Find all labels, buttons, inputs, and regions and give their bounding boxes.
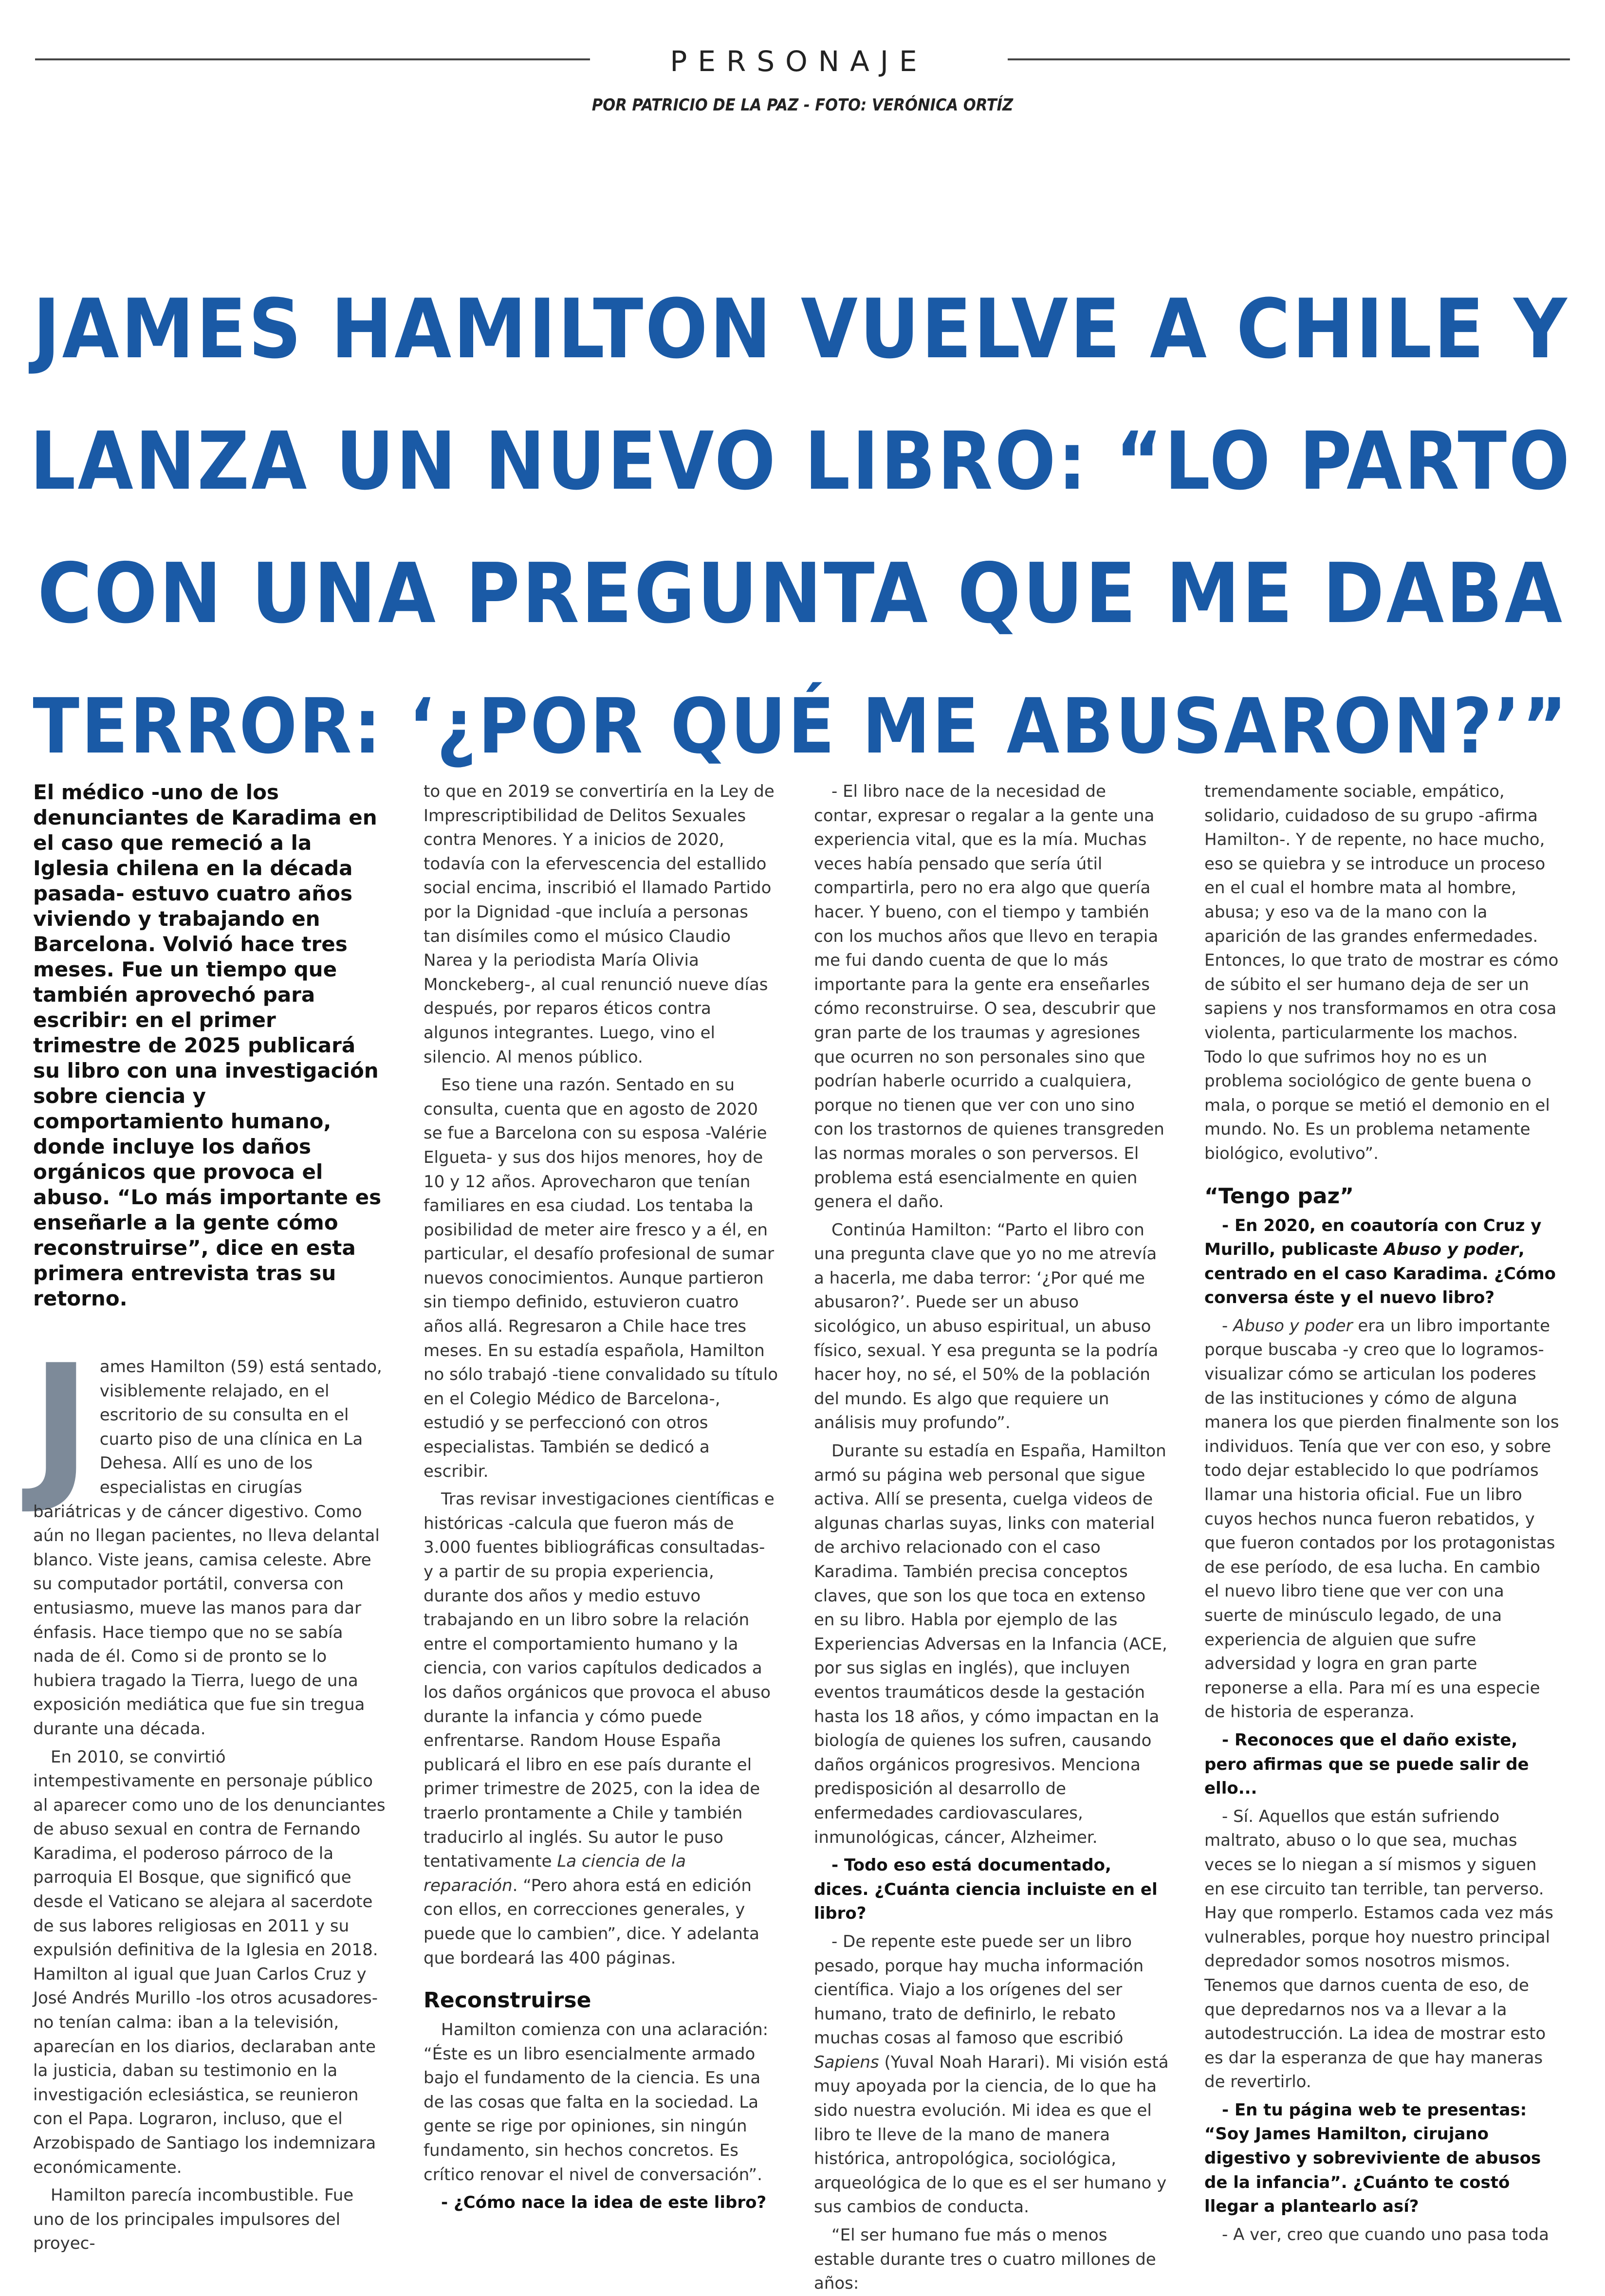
article-column-1 xyxy=(31,780,388,2254)
body-paragraph: En 2010, se convirtió intempestivamente en personaje público al aparecer como uno de los denunciantes de abuso sexual en contra de Fernando Karadima, el poderoso párroco de la parroquia El Bosque, que significó que desde el Vaticano se alejara al sacerdote de sus labores religiosas en 2011 y su expulsión definitiva de la Iglesia en 2018. Hamilton al igual que Juan Carlos Cruz y José Andrés Murillo -los otros acusadores- no tenían calma: iban a la televisión, aparecían en los diarios, declaraban ante la justicia, daban su testimonio en la investigación eclesiástica, se reunieron con el Papa. Lograron, incluso, que el Arzobispado de Santiago los indemnizara económicamente. xyxy=(33,1747,386,2177)
headline-line: CON UNA PREGUNTA QUE ME DABA xyxy=(37,546,1565,642)
body-paragraph: Hamilton comienza con una aclaración: “Éste es un libro esencialmente armado bajo el fundamento de la ciencia. Es una de las cosas que falta en la sociedad. La gente se rige por opiniones, sin ningún fundamento, sin hechos concretos. Es crítico renovar el nivel de conversación”. xyxy=(424,2020,769,2185)
book-title: Abuso y poder xyxy=(1384,1240,1518,1260)
headline xyxy=(29,263,1572,792)
body-text: - De repente este puede ser un libro pesado, porque hay mucha información científica. Viajo a los orígenes del ser humano, trato de definirlo, le rebato muchas cosas al famoso que escribió xyxy=(814,1931,1144,2048)
lead-text: El médico -uno de los denunciantes de Karadima en el caso que remeció a la Iglesia chilena en la década pasada- estuvo cuatro años viviendo y trabajando en Barcelona. Volvió hace tres meses. Fue un tiempo que también aprovechó para escribir: en el primer trimestre de 2025 publicará su libro con una investigación sobre ciencia y comportamiento humano, donde incluye los daños orgánicos que provoca el abuso. “Lo más importante es enseñarle a la gente cómo reconstruirse”, dice en esta primera entrevista tras su retorno. xyxy=(33,780,382,1310)
body-paragraph xyxy=(814,1930,1169,2220)
headline-line: LANZA UN NUEVO LIBRO: “LO PARTO xyxy=(30,415,1572,508)
subhead-reconstruirse: Reconstruirse xyxy=(424,1988,591,2013)
body-paragraph: Hamilton parecía incombustible. Fue uno de los principales impulsores del proyec- xyxy=(33,2186,354,2254)
body-paragraph: ames Hamilton (59) está sentado, visiblemente relajado, en el escritorio de su consulta en el cuarto piso de una clínica en La Dehesa. Allí es uno de los especialistas en cirugías bariátricas y de cáncer digestivo. Como aún no llegan pacientes, no lleva delantal blanco. Viste jeans, camisa celeste. Abre su computador portátil, conversa con entusiasmo, mueve las manos para dar énfasis. Hace tiempo que no se sabía nada de él. Como si de pronto se lo hubiera tragado la Tierra, luego de una exposición mediática que fue sin tregua durante una década. xyxy=(33,1357,382,1739)
body-text: era un libro importante porque buscaba -y creo que lo logramos- visualizar cómo se articulan los poderes de las instituciones y cómo de alguna manera los que pierden finalmente son los individuos. Tenía que ver con eso, y sobre todo dejar establecido lo que podríamos llamar una historia oficial. Fue un libro cuyos hechos nunca fueron rebatidos, y que fueron contados por los protagonistas de ese período, de esa lucha. En cambio el nuevo libro tiene que ver con una suerte de minúsculo legado, de una experiencia de alguien que sufre adversidad y logra en gran parte reponerse a ella. Para mí es una especie de historia de esperanza. xyxy=(1204,1316,1559,1722)
interview-question xyxy=(1204,1214,1560,1310)
article-column-3 xyxy=(814,780,1169,2294)
article-column-2 xyxy=(424,780,779,2213)
body-paragraph xyxy=(1204,1314,1560,1725)
interview-question: - Reconoces que el daño existe, pero afirmas que se puede salir de ello... xyxy=(1204,1730,1529,1799)
body-text: . “Pero ahora está en edición con ellos, en correcciones generales, y puede que lo cambien”, dice. Y adelanta que bordeará las 400 páginas. xyxy=(424,1875,759,1968)
body-paragraph: - Sí. Aquellos que están sufriendo maltrato, abuso o lo que sea, muchas veces se lo niegan a sí mismos y siguen en ese circuito tan terrible, tan perverso. Hay que romperlo. Estamos cada vez más vulnerables, porque hoy nuestro principal depredador somos nosotros mismos. Tenemos que darnos cuenta de eso, de que depredarnos nos va a llevar a la autodestrucción. La idea de mostrar esto es dar la esperanza de que hay maneras de revertirlo. xyxy=(1204,1806,1554,2092)
byline: POR PATRICIO DE LA PAZ - FOTO: VERÓNICA ORTÍZ xyxy=(591,95,1014,115)
body-text: (Yuval Noah Harari). Mi visión está muy apoyada por la ciencia, de lo que ha sido nuestra evolución. Mi idea es que el libro te lleve de la mano de manera histórica, antropológica, sociológica, arqueológica de lo que es el ser humano y sus cambios de conducta. xyxy=(814,2052,1169,2217)
body-text: Tras revisar investigaciones científicas e históricas -calcula que fueron más de 3.000 fuentes bibliográficas consultadas- y a partir de su propia experiencia, durante dos años y medio estuvo trabajando en un libro sobre la relación entre el comportamiento humano y la ciencia, con varios capítulos dedicados a los daños orgánicos que provoca el abuso durante la infancia y cómo puede enfrentarse. Random House España publicará el libro en ese país durante el primer trimestre de 2025, con la idea de traerlo prontamente a Chile y también traducirlo al inglés. Su autor le puso tentativamente xyxy=(424,1489,775,1872)
book-title: Sapiens xyxy=(814,2052,879,2072)
book-title: Abuso y poder xyxy=(1233,1316,1353,1336)
body-paragraph: to que en 2019 se convertiría en la Ley de Imprescriptibilidad de Delitos Sexuales contra Menores. Y a inicios de 2020, todavía con la efervescencia del estallido social encima, inscribió el llamado Partido por la Dignidad -que incluía a personas tan disímiles como el músico Claudio Narea y la periodista María Olivia Monckeberg-, al cual renunció nueve días después, por reparos éticos contra algunos integrantes. Luego, vino el silencio. Al menos público. xyxy=(424,782,775,1067)
section-label: PERSONAJE xyxy=(670,45,928,78)
headline-line: JAMES HAMILTON VUELVE A CHILE Y xyxy=(33,281,1569,377)
drop-cap: J xyxy=(31,1330,91,1517)
interview-question: - En tu página web te presentas: “Soy James Hamilton, cirujano digestivo y sobreviviente de abusos de la infancia”. ¿Cuánto te costó llegar a plantearlo así? xyxy=(1204,2100,1541,2217)
body-paragraph xyxy=(424,1488,779,1970)
body-opening xyxy=(31,1330,388,1742)
headline-line: TERROR: ‘¿POR QUÉ ME ABUSARON?’” xyxy=(33,682,1569,771)
body-paragraph: Continúa Hamilton: “Parto el libro con una pregunta clave que yo no me atrevía a hacerla, me daba terror: ‘¿Por qué me abusaron?’. Puede ser un abuso sicológico, un abuso espiritual, un abuso físico, sexual. Y esa pregunta se la podría hacer hoy, no sé, el 50% de la población del mundo. Es algo que requiere un análisis muy profundo”. xyxy=(814,1220,1159,1433)
body-paragraph: “El ser humano fue más o menos estable durante tres o cuatro millones de años: xyxy=(814,2225,1156,2294)
lead-paragraph xyxy=(33,780,388,1311)
article-column-4 xyxy=(1204,780,1560,2244)
body-paragraph: Durante su estadía en España, Hamilton armó su página web personal que sigue activa. Allí se presenta, cuelga videos de algunas charlas suyas, links con material de archivo relacionado con el caso Karadima. También precisa conceptos claves, que son los que toca en extenso en su libro. Habla por ejemplo de las Experiencias Adversas en la Infancia (ACE, por sus siglas en inglés), que incluyen eventos traumáticos desde la gestación hasta los 18 años, y cómo impactan en la biología de quienes los sufren, causando daños orgánicos progresivos. Menciona predisposición al desarrollo de enfermedades cardiovasculares, inmunológicas, cáncer, Alzheimer. xyxy=(814,1441,1167,1847)
body-paragraph: tremendamente sociable, empático, solidario, cuidadoso de su grupo -afirma Hamilton-. Y de repente, no hace mucho, eso se quiebra y se introduce un proceso en el cual el hombre mata al hombre, abusa; y eso va de la mano con la aparición de las grandes enfermedades. Entonces, lo que trato de mostrar es cómo de súbito el ser humano deja de ser un sapiens y nos transformamos en otra cosa violenta, particularmente los machos. Todo lo que sufrimos hoy no es un problema sociológico de gente buena o mala, o porque se metió el demonio en el mundo. No. Es un problema netamente biológico, evolutivo”. xyxy=(1204,782,1559,1163)
question-text: , centrado en el caso Karadima. ¿Cómo conversa éste y el nuevo libro? xyxy=(1204,1240,1556,1308)
header-rule-left xyxy=(35,58,590,60)
header-rule-right xyxy=(1008,58,1570,60)
interview-question: - Todo eso está documentado, dices. ¿Cuánta ciencia incluiste en el libro? xyxy=(814,1855,1158,1924)
question-text: - En 2020, en coautoría con Cruz y Murillo, publicaste xyxy=(1204,1215,1542,1260)
book-title: La ciencia de la reparación xyxy=(424,1852,686,1895)
subhead-tengo-paz: “Tengo paz” xyxy=(1204,1183,1354,1209)
body-text: - xyxy=(1222,1316,1234,1336)
body-paragraph: Eso tiene una razón. Sentado en su consulta, cuenta que en agosto de 2020 se fue a Barcelona con su esposa -Valérie Elgueta- y sus dos hijos menores, hoy de 10 y 12 años. Aprovecharon que tenían familiares en esa ciudad. Los tentaba la posibilidad de meter aire fresco y a él, en particular, el desafío profesional de sumar nuevos conocimientos. Aunque partieron sin tiempo definido, estuvieron cuatro años allá. Regresaron a Chile hace tres meses. En su estadía española, Hamilton no sólo trabajó -tiene convalidado su título en el Colegio Médico de Barcelona-, estudió y se perfeccionó con otros especialistas. También se dedicó a escribir. xyxy=(424,1075,778,1481)
interview-question: - ¿Cómo nace la idea de este libro? xyxy=(441,2193,767,2213)
body-paragraph: - El libro nace de la necesidad de contar, expresar o regalar a la gente una experiencia vital, que es la mía. Muchas veces había pensado que sería útil compartirla, pero no era algo que quería hacer. Y bueno, con el tiempo y también con los muchos años que llevo en terapia me fui dando cuenta de que lo más importante para la gente era enseñarles cómo reconstruirse. O sea, descubrir que gran parte de los traumas y agresiones que ocurren no son personales sino que podrían haberle ocurrido a cualquiera, porque no tienen que ver con uno sino con los trastornos de quienes transgreden las normas morales o son perversos. El problema está esencialmente en quien genera el daño. xyxy=(814,782,1164,1212)
body-paragraph: - A ver, creo que cuando uno pasa toda xyxy=(1222,2224,1549,2244)
